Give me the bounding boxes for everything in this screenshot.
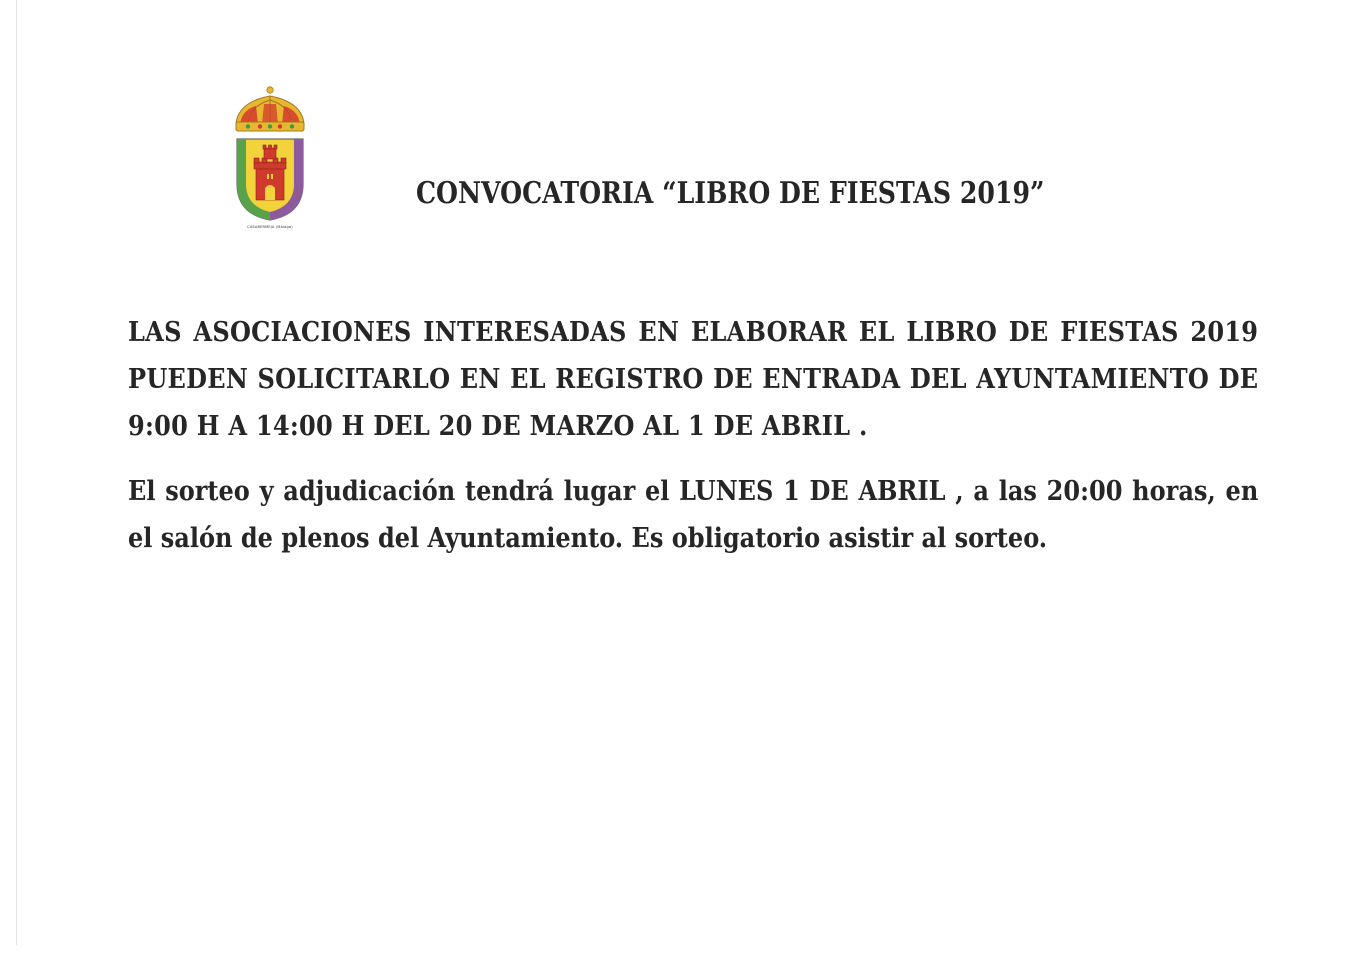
crest-caption: CASABERMEJA (Málaga) (247, 225, 293, 229)
page-title: CONVOCATORIA “LIBRO DE FIESTAS 2019” (416, 176, 1045, 211)
draw-details-paragraph: El sorteo y adjudicación tendrá lugar el LUNES 1 DE ABRIL , a las 20:00 horas, en el salón de plenos del Ayuntamiento. Es obligatorio asistir al sorteo. (128, 476, 1259, 554)
announcement-paragraph: LAS ASOCIACIONES INTERESADAS EN ELABORAR EL LIBRO DE FIESTAS 2019 PUEDEN SOLICITARLO EN EL REGISTRO DE ENTRADA DEL AYUNTAMIENTO DE 9:00 H A 14:00 H DEL 20 DE MARZO AL 1 DE ABRIL . (128, 317, 1259, 442)
scan-edge-line (16, 0, 17, 945)
crest-emblem-icon (228, 84, 312, 224)
municipal-crest (228, 84, 312, 234)
document-body (128, 309, 1258, 562)
